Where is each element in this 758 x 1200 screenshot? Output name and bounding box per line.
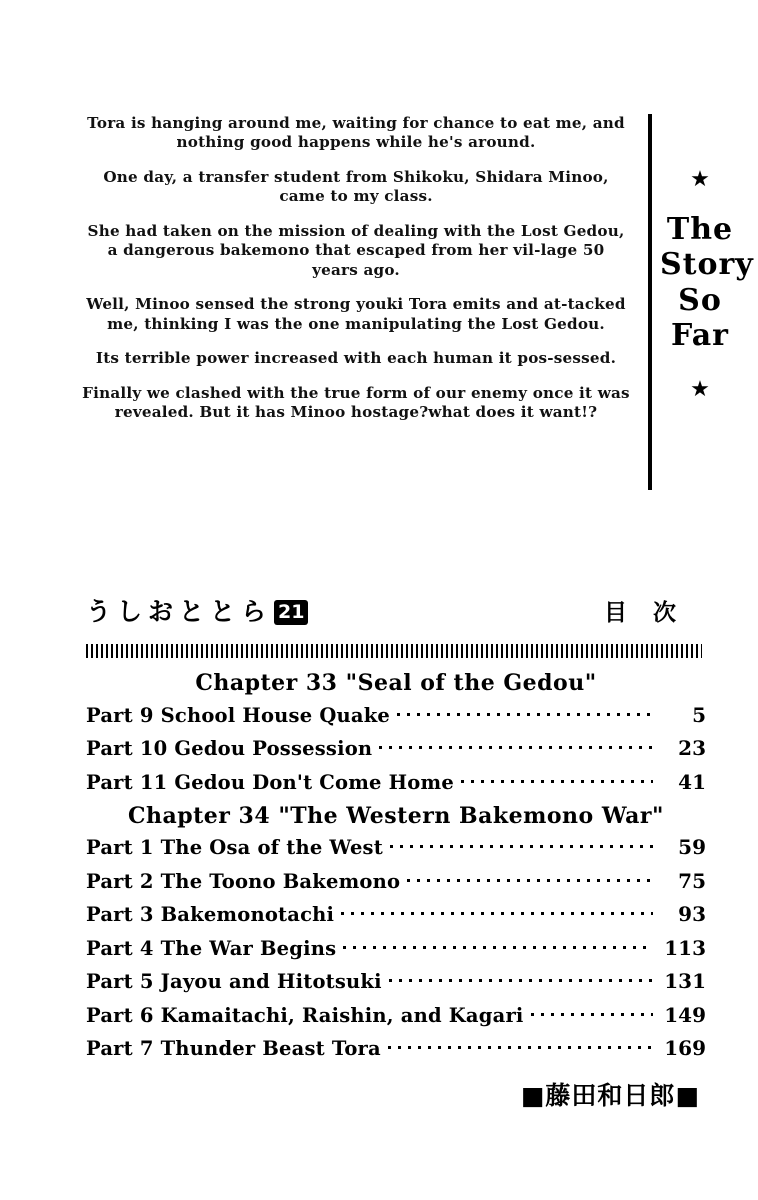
table-of-contents [86, 662, 706, 1069]
toc-entry[interactable] [86, 969, 706, 994]
star-icon: ★ [690, 166, 710, 191]
toc-entry-page: 23 [678, 736, 706, 760]
toc-entry-page: 75 [678, 868, 706, 893]
story-title-line: Far [671, 318, 729, 354]
toc-entry[interactable] [86, 868, 706, 893]
decorative-hatched-rule [86, 644, 702, 658]
toc-entry-page: 149 [664, 1002, 706, 1027]
story-title-line: The [666, 212, 734, 247]
toc-dot-leader [531, 1002, 653, 1022]
story-paragraph: Its terrible power increased with each human it pos-sessed. [95, 349, 617, 368]
toc-entry[interactable] [86, 702, 706, 727]
toc-header [0, 592, 758, 640]
toc-dot-leader [390, 835, 653, 855]
toc-entry-label: Part 6 Kamaitachi, Raishin, and Kagari [86, 1003, 524, 1027]
toc-entry[interactable] [86, 736, 706, 761]
toc-entry[interactable] [86, 1002, 706, 1027]
toc-dot-leader [397, 702, 653, 722]
story-paragraph: Finally we clashed with the true form of our enemy once it was revealed. But it has Minoo hostage?what does it want!? [82, 383, 630, 421]
toc-entry[interactable] [86, 1036, 706, 1061]
toc-entry-page: 113 [664, 935, 706, 960]
vertical-divider [648, 114, 652, 490]
toc-entry-label: Part 3 Bakemonotachi [86, 903, 335, 926]
toc-entry[interactable] [86, 835, 706, 860]
toc-dot-leader [388, 1036, 653, 1056]
toc-entry-label: Part 7 Thunder Beast Tora [86, 1037, 381, 1060]
toc-entry-label: Part 2 The Toono Bakemono [86, 869, 401, 893]
toc-dot-leader [343, 935, 653, 955]
toc-entry-label: Part 9 School House Quake [86, 703, 391, 727]
story-paragraph: Well, Minoo sensed the strong youki Tora emits and at-tacked me, thinking I was the one manipulating the Lost Gedou. [86, 295, 626, 333]
toc-dot-leader [389, 969, 653, 989]
story-paragraph: Tora is hanging around me, waiting for chance to eat me, and nothing good happens while he's around. [87, 114, 625, 152]
contents-label: 目次 [604, 600, 702, 626]
story-paragraph: One day, a transfer student from Shikoku, Shidara Minoo, came to my class. [103, 167, 609, 206]
story-title-line: So [678, 282, 722, 318]
star-icon: ★ [690, 375, 710, 401]
story-title-line: Story [660, 247, 754, 283]
toc-entry-label: Part 4 The War Begins [86, 936, 337, 960]
toc-entry-label: Part 11 Gedou Don't Come Home [86, 770, 454, 794]
volume-badge: 21 [274, 600, 308, 625]
chapter-heading: Chapter 34 "The Western Bakemono War" [128, 802, 664, 829]
toc-entry-label: Part 5 Jayou and Hitotsuki [86, 970, 382, 993]
toc-dot-leader [379, 736, 653, 756]
toc-dot-leader [341, 902, 653, 922]
toc-dot-leader [407, 868, 653, 888]
toc-entry-page: 93 [678, 902, 706, 926]
story-so-far-heading [660, 166, 754, 401]
toc-entry[interactable] [86, 935, 706, 960]
toc-entry-page: 131 [664, 969, 706, 993]
story-paragraph: She had taken on the mission of dealing with the Lost Gedou, a dangerous bakemono that escaped from her vil-lage 50 years ago. [87, 221, 625, 279]
toc-dot-leader [461, 769, 653, 789]
toc-entry[interactable] [86, 769, 706, 794]
chapter-heading: Chapter 33 "Seal of the Gedou" [195, 670, 597, 696]
toc-entry-page: 59 [678, 835, 706, 859]
series-title [86, 592, 308, 628]
story-so-far-block [0, 88, 758, 528]
toc-entry-page: 169 [664, 1036, 706, 1060]
story-so-far-title [660, 212, 754, 354]
author-credit: ■藤田和日郎■ [520, 1081, 700, 1110]
story-summary-text [82, 114, 630, 422]
toc-entry[interactable] [86, 902, 706, 927]
toc-entry-page: 41 [678, 769, 706, 794]
toc-entry-page: 5 [692, 702, 706, 727]
series-title-text: うしおととら [86, 597, 273, 626]
toc-entry-label: Part 1 The Osa of the West [86, 836, 383, 859]
toc-entry-label: Part 10 Gedou Possession [86, 737, 373, 760]
